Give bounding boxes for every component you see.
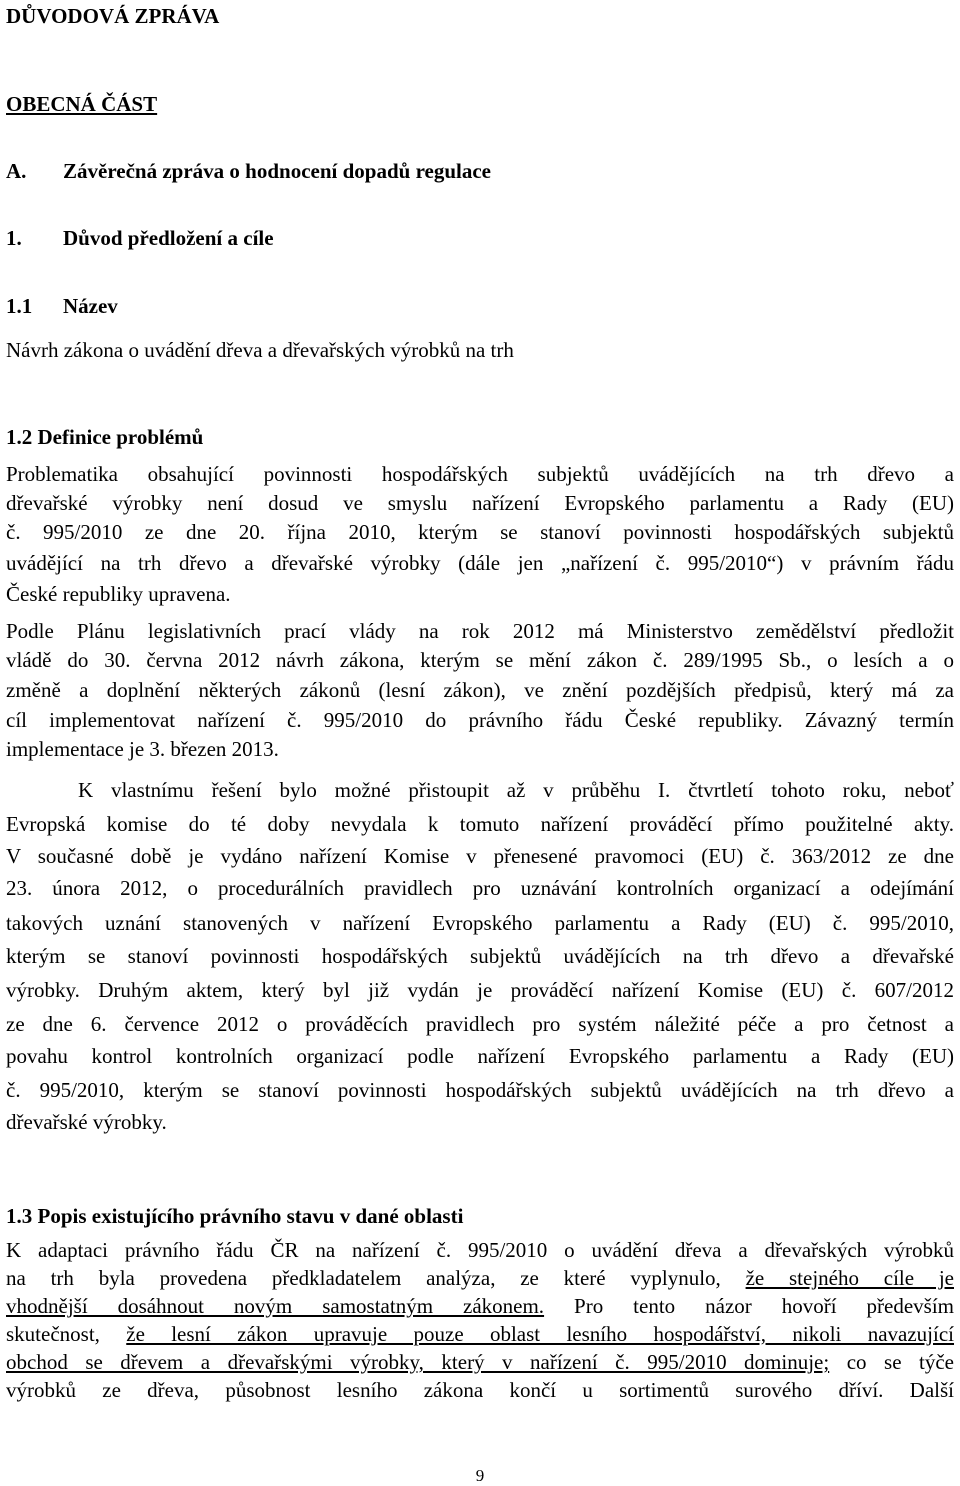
p4-text: co se týče [829,1350,954,1374]
p4-line-4 [6,1324,954,1345]
heading-1-1 [6,294,118,318]
p4-underlined-text: že stejného cíle je [745,1266,954,1290]
heading-a-number: A. [6,159,27,183]
p3-line: Evropská komise do té doby nevydala k tomuto nařízení prováděcí přímo použitelné akty. [6,812,954,836]
p2-line: Podle Plánu legislativních prací vlády na rok 2012 má Ministerstvo zemědělství předložit [6,619,954,643]
p2-line: vládě do 30. června 2012 návrh zákona, kterým se mění zákon č. 289/1995 Sb., o lesích a o [6,648,954,672]
document-title: DŮVODOVÁ ZPRÁVA [6,4,220,28]
heading-a [6,159,491,183]
name-paragraph: Návrh zákona o uvádění dřeva a dřevařských výrobků na trh [6,338,514,362]
p4-line-5 [6,1352,954,1373]
p1-line: dřevařské výrobky není dosud ve smyslu nařízení Evropského parlamentu a Rady (EU) [6,491,954,515]
heading-1-2: 1.2 Definice problémů [6,425,204,449]
p3-line: č. 995/2010, kterým se stanoví povinnosti hospodářských subjektů uvádějících na trh dřevo a [6,1078,954,1102]
p3-line: ze dne 6. července 2012 o prováděcích pravidlech pro systém náležité péče a pro četnost a [6,1012,954,1036]
p4-line-1: K adaptaci právního řádu ČR na nařízení č. 995/2010 o uvádění dřeva a dřevařských výrobků [6,1238,954,1262]
heading-1-3: 1.3 Popis existujícího právního stavu v dané oblasti [6,1204,464,1228]
p1-line: Problematika obsahující povinnosti hospodářských subjektů uvádějících na trh dřevo a [6,462,954,486]
p4-text: Pro tento názor hovoří především [544,1294,954,1318]
heading-1 [6,226,274,250]
p1-line: č. 995/2010 ze dne 20. října 2010, kterým se stanoví povinnosti hospodářských subjektů [6,520,954,544]
p4-line-3 [6,1296,954,1317]
p3-line: K vlastnímu řešení bylo možné přistoupit až v průběhu I. čtvrtletí tohoto roku, neboť [78,778,954,802]
p3-line: kterým se stanoví povinnosti hospodářských subjektů uvádějících na trh dřevo a dřevařské [6,944,954,968]
p4-underlined-text: že lesní zákon upravuje pouze oblast lesního hospodářství, nikoli navazující [126,1322,955,1346]
heading-1-text: Důvod předložení a cíle [63,226,274,250]
p4-text: na trh byla provedena předkladatelem analýza, ze které vyplynulo, [6,1266,746,1290]
p4-underlined-text: obchod se dřevem a dřevařskými výrobky, který v nařízení č. 995/2010 dominuje; [6,1350,830,1374]
p2-line: implementace je 3. březen 2013. [6,737,279,761]
p1-line: České republiky upravena. [6,582,231,606]
p3-line: výrobky. Druhým aktem, který byl již vydán je prováděcí nařízení Komise (EU) č. 607/2012 [6,978,954,1002]
p3-line: V současné době je vydáno nařízení Komise v přenesené pravomoci (EU) č. 363/2012 ze dne [6,844,954,868]
p4-underlined-text: vhodnější dosáhnout novým samostatným zákonem. [6,1294,545,1318]
p4-text: skutečnost, [6,1322,127,1346]
heading-a-text: Závěrečná zpráva o hodnocení dopadů regulace [63,159,491,183]
p3-line: povahu kontrol kontrolních organizací podle nařízení Evropského parlamentu a Rady (EU) [6,1044,954,1068]
p3-line: 23. února 2012, o procedurálních pravidlech pro uznávání kontrolních organizací a odejímání [6,876,954,900]
heading-1-1-number: 1.1 [6,294,33,318]
page-number: 9 [475,1466,485,1485]
heading-1-number: 1. [6,226,22,250]
heading-1-1-text: Název [63,294,118,318]
p2-line: cíl implementovat nařízení č. 995/2010 do právního řádu České republiky. Závazný termín [6,708,954,732]
p2-line: změně a doplnění některých zákonů (lesní zákon), ve znění pozdějších předpisů, který má za [6,678,954,702]
p3-line: takových uznání stanovených v nařízení Evropského parlamentu a Rady (EU) č. 995/2010, [6,911,954,935]
p4-line-6: výrobků ze dřeva, působnost lesního zákona končí u sortimentů surového dříví. Další [6,1378,954,1402]
p3-line: dřevařské výrobky. [6,1110,167,1134]
p4-line-2 [6,1268,954,1289]
p1-line: uvádějící na trh dřevo a dřevařské výrobky (dále jen „nařízení č. 995/2010“) v právním řádu [6,551,954,575]
section-heading: OBECNÁ ČÁST [6,92,158,116]
